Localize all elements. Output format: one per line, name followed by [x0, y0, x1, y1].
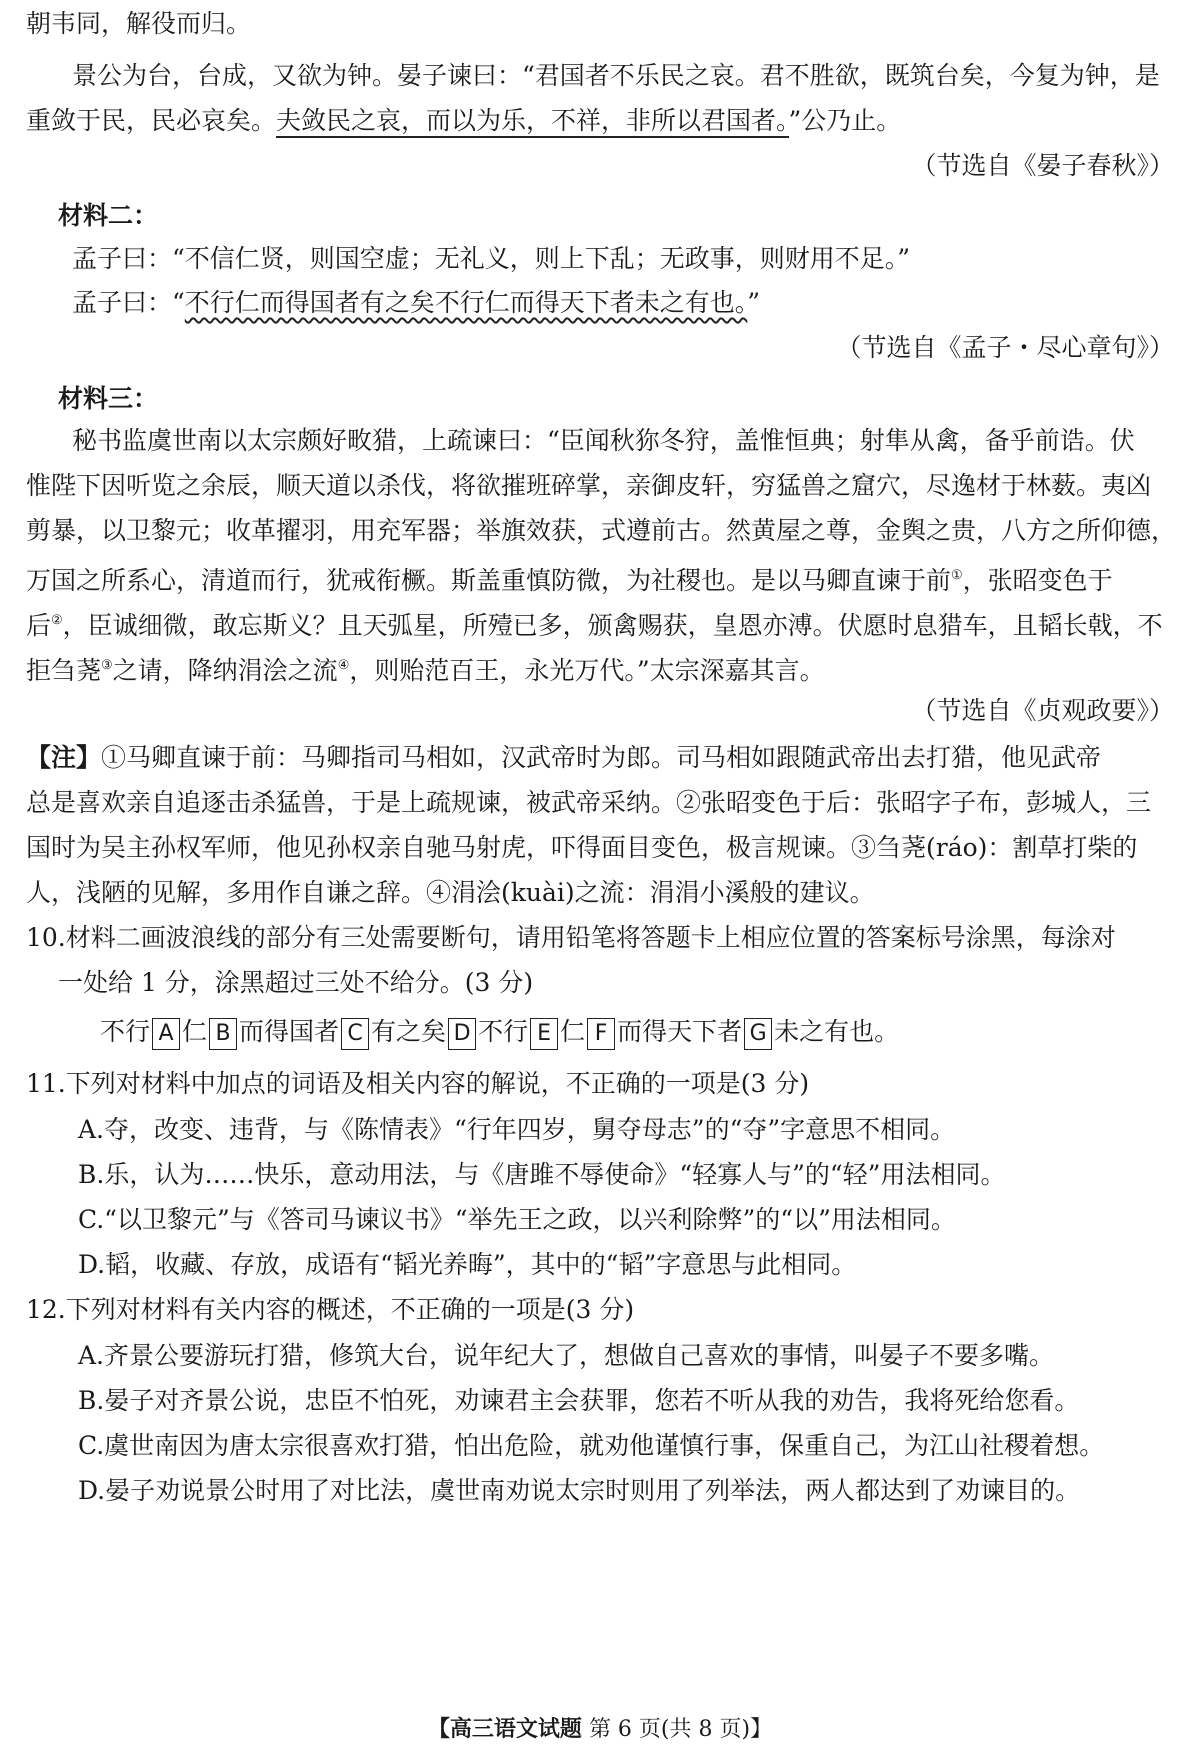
footer-page-number: 第 6 页(共 8 页)】: [588, 1717, 773, 1742]
page-footer: [0, 1712, 1200, 1743]
segment: 而得天下者: [617, 1017, 743, 1046]
material3-line: [26, 558, 1174, 599]
material3-text: 拒刍荛: [26, 656, 102, 685]
segment: 不行: [100, 1017, 151, 1046]
answer-box-c[interactable]: C: [341, 1018, 369, 1050]
option-a[interactable]: A.夺，改变、违背，与《陈情表》“行年四岁，舅夺母志”的“夺”字意思不相同。: [78, 1115, 956, 1144]
material2-text: 孟子曰：“: [72, 288, 185, 317]
material3-line: [26, 648, 1174, 689]
underlined-sentence: 夫敛民之哀，而以为乐，不祥，非所以君国者。: [276, 106, 789, 138]
source-citation: （节选自《孟子・尽心章句》）: [836, 333, 1174, 362]
material3-line: 惟陛下因听览之余辰，顺天道以杀伐，将欲摧班碎掌，亲御皮轩，穷猛兽之窟穴，尽逸材于林薮。夷凶: [26, 471, 1152, 500]
footnote-ref: ④: [337, 658, 350, 673]
material3-text: ，臣诚细微，敢忘斯义？且天弧星，所殪已多，颁禽赐获，皇恩亦溥。伏愿时息猎车，且韬长戟，不: [62, 611, 1163, 640]
material3-text: 万国之所系心，清道而行，犹戒衔橛。斯盖重慎防微，为社稷也。是以马卿直谏于前: [26, 566, 952, 595]
segment: 仁: [182, 1017, 208, 1046]
material1-text: 重敛于民，民必哀矣。: [26, 106, 277, 135]
wavy-underlined-sentence: 不行仁而得国者有之矣不行仁而得天下者未之有也。: [184, 288, 748, 317]
question-10-stem: 10.材料二画波浪线的部分有三处需要断句，请用铅笔将答题卡上相应位置的答案标号涂黑，每涂对: [26, 923, 1116, 952]
note-line: 总是喜欢亲自追逐击杀猛兽，于是上疏规谏，被武帝采纳。②张昭变色于后：张昭字子布，彭城人，三: [26, 788, 1152, 817]
material2-text: ”: [747, 288, 761, 317]
material2-line: [72, 285, 1174, 321]
footnote-ref: ①: [951, 568, 963, 583]
material1-line: 景公为台，台成，又欲为钟。晏子谏曰：“君国者不乐民之哀。君不胜欲，既筑台矣，今复为钟，是: [72, 61, 1160, 90]
segment: 仁: [560, 1017, 586, 1046]
material2-title: 材料二：: [58, 201, 159, 230]
footnote-ref: ③: [101, 658, 113, 673]
material3-text: 之请，降纳涓浍之流: [112, 656, 338, 685]
material3-line: 剪暴，以卫黎元；收革擢羽，用充军器；举旗效获，式遵前古。然黄屋之尊，金舆之贵，八方之所仰德，: [26, 516, 1177, 545]
option-b[interactable]: B.晏子对齐景公说，忠臣不怕死，劝谏君主会获罪，您若不听从我的劝告，我将死给您看。: [78, 1386, 1080, 1415]
answer-box-f[interactable]: F: [587, 1018, 615, 1050]
option-a[interactable]: A.齐景公要游玩打猎，修筑大台，说年纪大了，想做自己喜欢的事情，叫晏子不要多嘴。: [78, 1341, 1055, 1370]
material3-line: 秘书监虞世南以太宗颇好畋猎，上疏谏曰：“臣闻秋狝冬狩，盖惟恒典；射隼从禽，备乎前诰。伏: [72, 426, 1135, 455]
footnote-ref: ②: [51, 613, 63, 628]
segment: 有之矣: [371, 1017, 447, 1046]
question-11-stem: 11.下列对材料中加点的词语及相关内容的解说，不正确的一项是(3 分): [26, 1069, 810, 1098]
question-10-stem: 一处给 1 分，涂黑超过三处不给分。(3 分): [58, 968, 534, 997]
option-c[interactable]: C.虞世南因为唐太宗很喜欢打猎，怕出危险，就劝他谨慎行事，保重自己，为江山社稷着想。: [78, 1431, 1105, 1460]
material2-line: 孟子曰：“不信仁贤，则国空虚；无礼义，则上下乱；无政事，则财用不足。”: [72, 244, 911, 273]
note-line: 人，浅陋的见解，多用作自谦之辞。④涓浍(kuài)之流：涓涓小溪般的建议。: [26, 878, 875, 907]
material3-line: [26, 603, 1174, 644]
option-d[interactable]: D.韬，收藏、存放，成语有“韬光养晦”，其中的“韬”字意思与此相同。: [78, 1250, 857, 1279]
material3-title: 材料三：: [58, 384, 159, 413]
note-label: 【注】: [26, 743, 102, 772]
note-line: 国时为吴主孙权军师，他见孙权亲自驰马射虎，吓得面目变色，极言规谏。③刍荛(ráo)：割草打柴的: [26, 833, 1138, 862]
option-b[interactable]: B.乐，认为……快乐，意动用法，与《唐雎不辱使命》“轻寡人与”的“轻”用法相同。: [78, 1160, 1006, 1189]
note-text: ①马卿直谏于前：马卿指司马相如，汉武帝时为郎。司马相如跟随武帝出去打猎，他见武帝: [101, 743, 1102, 772]
material1-line: [26, 103, 1174, 139]
material1-line: 朝韦同，解役而归。: [26, 9, 252, 38]
option-c[interactable]: C.“以卫黎元”与《答司马谏议书》“举先王之政，以兴利除弊”的“以”用法相同。: [78, 1205, 956, 1234]
answer-box-b[interactable]: B: [209, 1018, 237, 1050]
note-line: [26, 740, 1174, 776]
material3-text: 后: [26, 611, 52, 640]
segment: 未之有也。: [774, 1017, 900, 1046]
option-d[interactable]: D.晏子劝说景公时用了对比法，虞世南劝说太宗时则用了列举法，两人都达到了劝谏目的。: [78, 1476, 1081, 1505]
answer-box-e[interactable]: E: [530, 1018, 558, 1050]
answer-box-a[interactable]: A: [152, 1018, 180, 1050]
answer-box-row: [100, 1014, 1174, 1050]
segment: 而得国者: [239, 1017, 340, 1046]
source-citation: （节选自《晏子春秋》）: [911, 151, 1174, 180]
footer-title: 【高三语文试题: [427, 1717, 582, 1742]
question-12-stem: 12.下列对材料有关内容的概述，不正确的一项是(3 分): [26, 1295, 635, 1324]
material3-text: ，张昭变色于: [962, 566, 1113, 595]
answer-box-d[interactable]: D: [448, 1018, 476, 1050]
segment: 不行: [478, 1017, 529, 1046]
material1-text: ”公乃止。: [788, 106, 902, 135]
material3-text: ，则贻范百王，永光万代。”太宗深嘉其言。: [349, 656, 825, 685]
answer-box-g[interactable]: G: [744, 1018, 772, 1050]
source-citation: （节选自《贞观政要》）: [911, 696, 1174, 725]
